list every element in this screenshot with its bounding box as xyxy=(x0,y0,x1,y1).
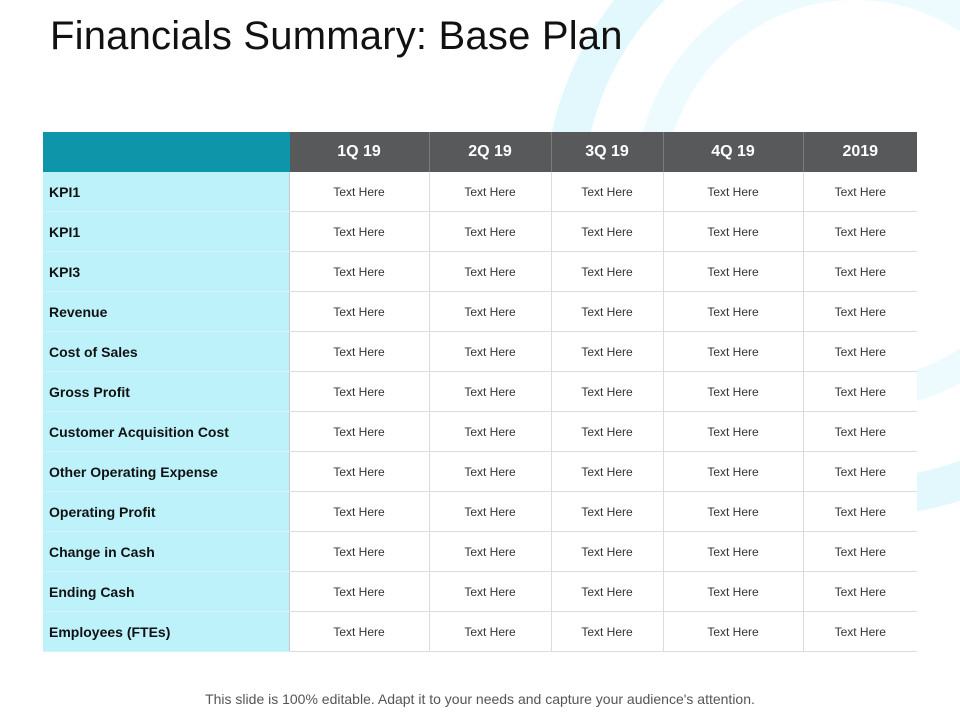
row-label: Customer Acquisition Cost xyxy=(43,412,289,452)
table-row xyxy=(43,452,917,492)
row-label: Gross Profit xyxy=(43,372,289,412)
table-cell: Text Here xyxy=(289,252,429,292)
table-cell: Text Here xyxy=(803,572,917,612)
table-cell: Text Here xyxy=(429,412,551,452)
table-cell: Text Here xyxy=(663,612,803,652)
table-cell: Text Here xyxy=(803,292,917,332)
row-label: Employees (FTEs) xyxy=(43,612,289,652)
table-cell: Text Here xyxy=(429,372,551,412)
table-cell: Text Here xyxy=(289,452,429,492)
table-cell: Text Here xyxy=(551,492,663,532)
table-cell: Text Here xyxy=(803,172,917,212)
table-row xyxy=(43,492,917,532)
table-cell: Text Here xyxy=(429,492,551,532)
table-row xyxy=(43,532,917,572)
table-row xyxy=(43,572,917,612)
row-label: Revenue xyxy=(43,292,289,332)
table-cell: Text Here xyxy=(289,212,429,252)
table-cell: Text Here xyxy=(551,212,663,252)
table-cell: Text Here xyxy=(429,252,551,292)
table-cell: Text Here xyxy=(663,492,803,532)
table-cell: Text Here xyxy=(289,492,429,532)
page-title: Financials Summary: Base Plan xyxy=(50,14,623,58)
table-cell: Text Here xyxy=(803,372,917,412)
table-cell: Text Here xyxy=(803,492,917,532)
table-cell: Text Here xyxy=(429,612,551,652)
table-cell: Text Here xyxy=(551,172,663,212)
table-cell: Text Here xyxy=(429,532,551,572)
table-cell: Text Here xyxy=(663,532,803,572)
row-label: Cost of Sales xyxy=(43,332,289,372)
table-cell: Text Here xyxy=(663,452,803,492)
table-cell: Text Here xyxy=(551,252,663,292)
table-cell: Text Here xyxy=(551,612,663,652)
table-cell: Text Here xyxy=(663,292,803,332)
column-header-4q19: 4Q 19 xyxy=(663,132,803,172)
table-cell: Text Here xyxy=(429,572,551,612)
table-cell: Text Here xyxy=(663,252,803,292)
table-cell: Text Here xyxy=(289,292,429,332)
table-cell: Text Here xyxy=(289,372,429,412)
table-cell: Text Here xyxy=(663,212,803,252)
table-cell: Text Here xyxy=(429,452,551,492)
column-header-3q19: 3Q 19 xyxy=(551,132,663,172)
table-row xyxy=(43,212,917,252)
row-label: KPI1 xyxy=(43,212,289,252)
table-cell: Text Here xyxy=(551,532,663,572)
row-label: Change in Cash xyxy=(43,532,289,572)
table-header-row xyxy=(43,132,917,172)
table-cell: Text Here xyxy=(429,212,551,252)
column-header-corner xyxy=(43,132,289,172)
table-cell: Text Here xyxy=(803,452,917,492)
table-cell: Text Here xyxy=(289,572,429,612)
table-cell: Text Here xyxy=(289,412,429,452)
table-row xyxy=(43,332,917,372)
table-cell: Text Here xyxy=(803,532,917,572)
table-cell: Text Here xyxy=(663,172,803,212)
financials-table xyxy=(43,132,917,652)
table-cell: Text Here xyxy=(289,172,429,212)
row-label: Operating Profit xyxy=(43,492,289,532)
table-row xyxy=(43,612,917,652)
table-cell: Text Here xyxy=(803,612,917,652)
table-cell: Text Here xyxy=(289,332,429,372)
table-cell: Text Here xyxy=(663,332,803,372)
table-cell: Text Here xyxy=(803,412,917,452)
row-label: Ending Cash xyxy=(43,572,289,612)
table-body xyxy=(43,172,917,652)
column-header-2q19: 2Q 19 xyxy=(429,132,551,172)
table-cell: Text Here xyxy=(551,412,663,452)
table-row xyxy=(43,292,917,332)
table-cell: Text Here xyxy=(663,372,803,412)
footer-note: This slide is 100% editable. Adapt it to your needs and capture your audience's attention. xyxy=(205,691,755,707)
table-cell: Text Here xyxy=(803,332,917,372)
table-cell: Text Here xyxy=(429,332,551,372)
table-cell: Text Here xyxy=(429,292,551,332)
row-label: KPI3 xyxy=(43,252,289,292)
table-cell: Text Here xyxy=(551,372,663,412)
table-row xyxy=(43,412,917,452)
row-label: Other Operating Expense xyxy=(43,452,289,492)
table-cell: Text Here xyxy=(663,572,803,612)
column-header-2019: 2019 xyxy=(803,132,917,172)
table-row xyxy=(43,252,917,292)
table-row xyxy=(43,372,917,412)
table-cell: Text Here xyxy=(803,212,917,252)
table-row xyxy=(43,172,917,212)
row-label: KPI1 xyxy=(43,172,289,212)
table-cell: Text Here xyxy=(663,412,803,452)
column-header-1q19: 1Q 19 xyxy=(289,132,429,172)
table-cell: Text Here xyxy=(551,332,663,372)
table-cell: Text Here xyxy=(429,172,551,212)
table-cell: Text Here xyxy=(803,252,917,292)
table-cell: Text Here xyxy=(289,612,429,652)
table-cell: Text Here xyxy=(551,452,663,492)
table-cell: Text Here xyxy=(551,572,663,612)
table-cell: Text Here xyxy=(289,532,429,572)
table-cell: Text Here xyxy=(551,292,663,332)
